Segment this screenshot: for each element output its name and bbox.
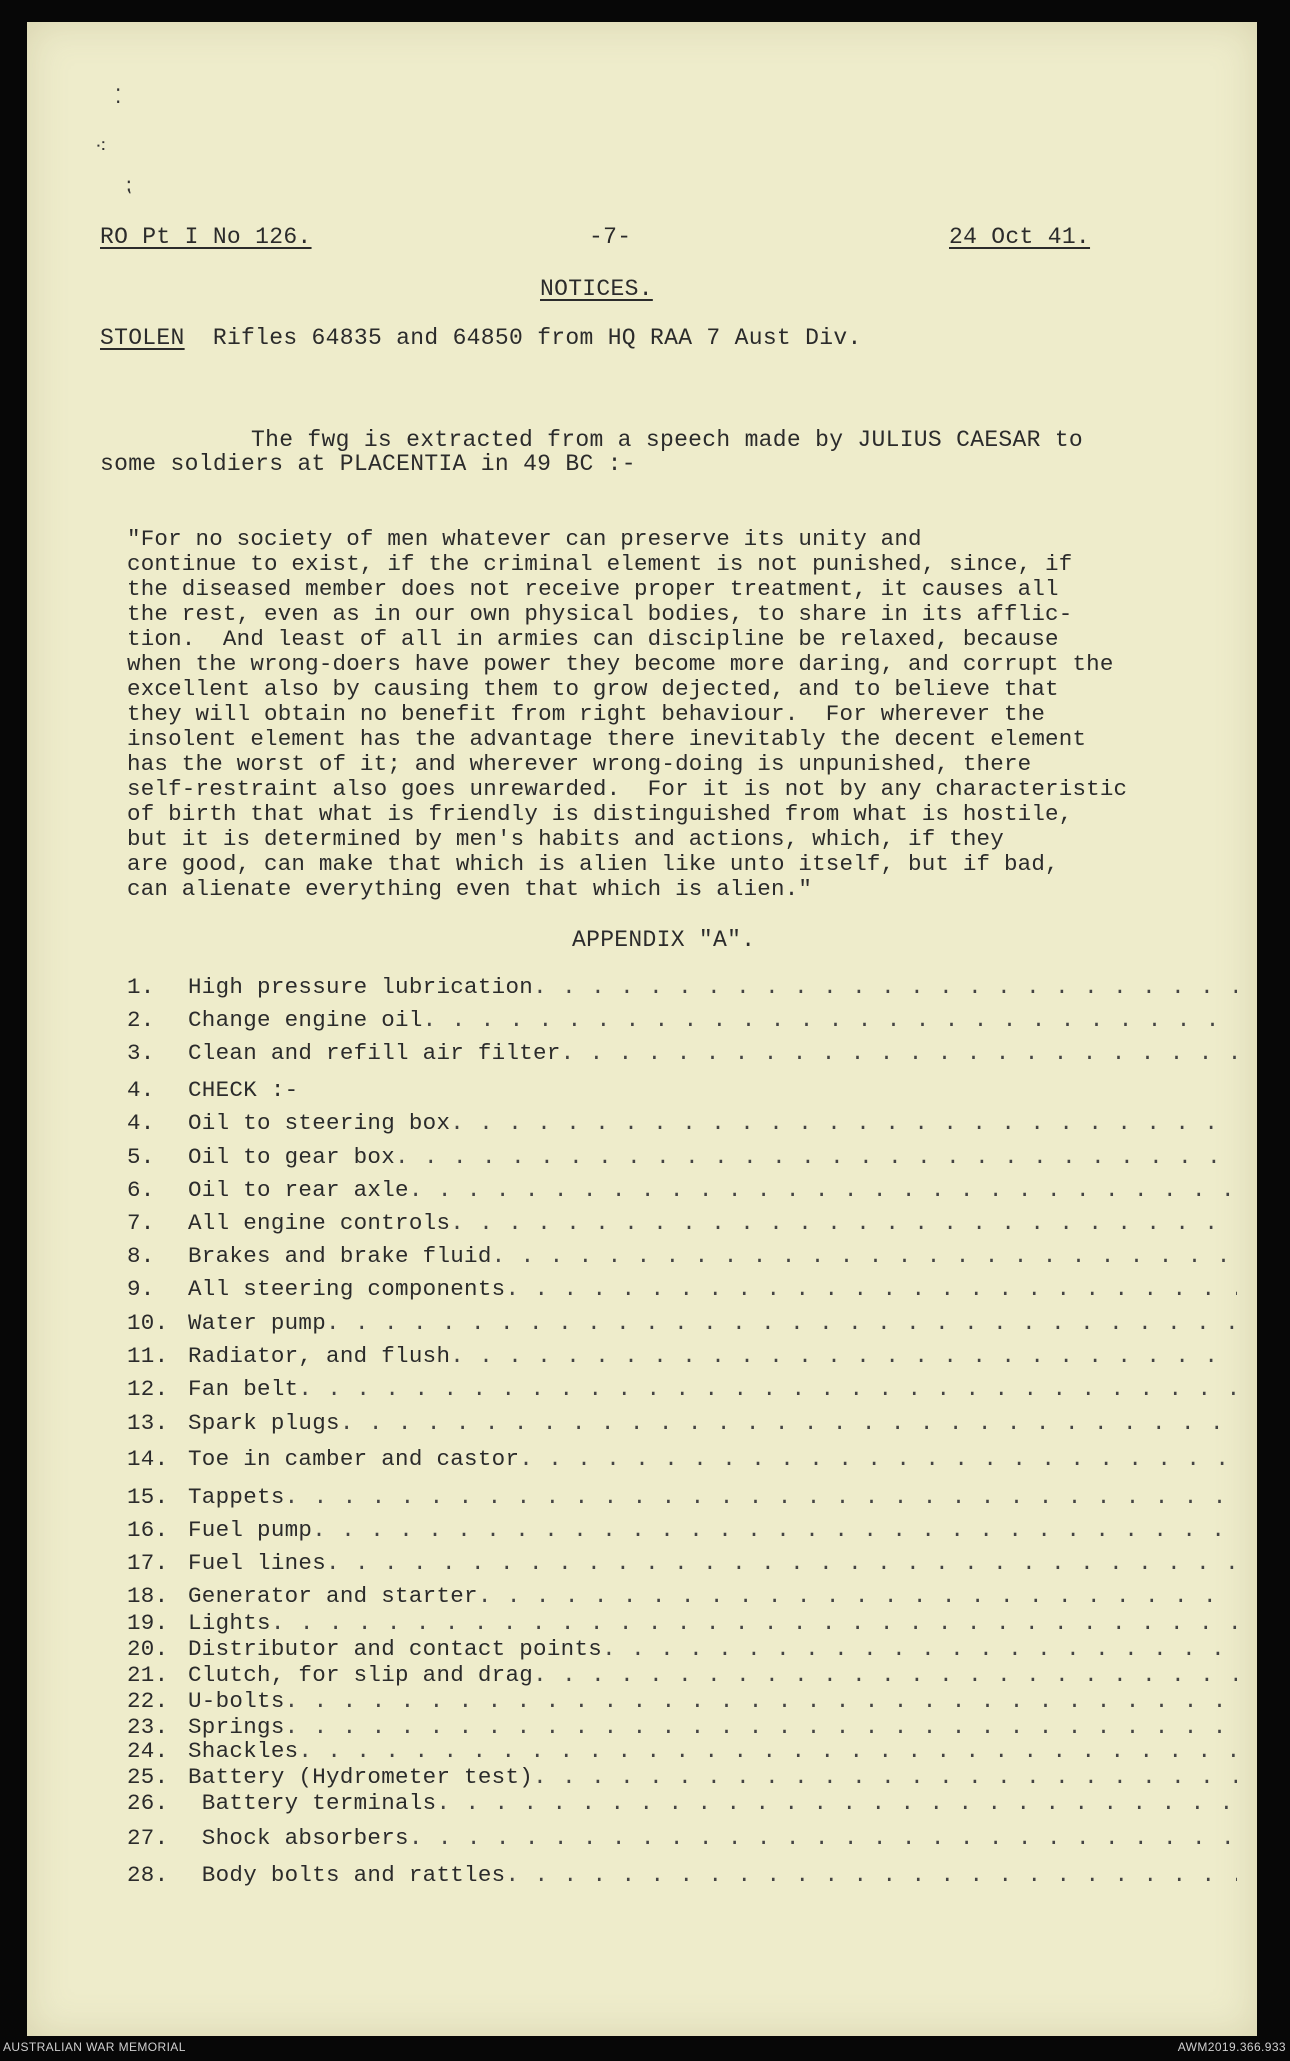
- dot-leader: [298, 1738, 1237, 1764]
- appendix-item: [127, 1040, 1237, 1068]
- dot-leader: [478, 1583, 1237, 1609]
- order-date: 24 Oct 41.: [949, 224, 1091, 250]
- dot-leader: [326, 1550, 1237, 1576]
- appendix-item-number: 27.: [127, 1825, 169, 1851]
- dot-leader: [409, 1177, 1237, 1203]
- appendix-item-label: Toe in camber and castor: [188, 1446, 520, 1472]
- appendix-item-label: Distributor and contact points: [188, 1636, 603, 1662]
- caesar-quote: "For no society of men whatever can preserve its unity and continue to exist, if the criminal element is not punished, since, if the diseased member does not receive proper treatment, it causes all the rest, even as in our own physical bodies, to share in its afflic- tion. And least of all in armies can discipline be relaxed, because when the wrong-doers have power they become more daring, and corrupt the excellent also by causing them to grow dejected, and to believe that they will obtain no benefit from right behaviour. For wherever the insolent element has the advantage there inevitably the decent element has the worst of it; and wherever wrong-doing is unpunished, there self-restraint also goes unrewarded. For it is not by any characteristic of birth that what is friendly is distinguished from what is hostile, but it is determined by men's habits and actions, which, if they are good, can make that which is alien like unto itself, but if bad, can alienate everything even that which is alien.": [127, 526, 1128, 902]
- document-page: [27, 22, 1257, 2036]
- dot-leader: [533, 1764, 1237, 1790]
- appendix-item-number: 8.: [127, 1243, 155, 1269]
- dot-leader: [312, 1517, 1237, 1543]
- dot-leader: [492, 1243, 1237, 1269]
- appendix-item-label: Oil to rear axle: [188, 1177, 409, 1203]
- stolen-label: STOLEN: [100, 325, 185, 351]
- appendix-item-label: Brakes and brake fluid: [188, 1243, 492, 1269]
- dot-leader: [285, 1714, 1237, 1740]
- quote-intro-line: The fwg is extracted from a speech made by JULIUS CAESAR to: [251, 427, 1084, 453]
- dot-leader: [450, 1110, 1237, 1136]
- appendix-item-number: 20.: [127, 1636, 169, 1662]
- dot-leader: [395, 1144, 1237, 1170]
- dot-leader: [505, 1862, 1237, 1888]
- appendix-item-label: Battery terminals: [188, 1790, 437, 1816]
- dot-leader: [519, 1446, 1237, 1472]
- appendix-item-label: All engine controls: [188, 1210, 451, 1236]
- appendix-item-number: 23.: [127, 1714, 169, 1740]
- appendix-item: [127, 1177, 1237, 1205]
- dot-leader: [533, 1662, 1237, 1688]
- appendix-item-number: 13.: [127, 1410, 169, 1436]
- stolen-text: Rifles 64835 and 64850 from HQ RAA 7 Aust Div.: [212, 325, 862, 351]
- appendix-item-label: Fuel pump: [188, 1517, 313, 1543]
- appendix-item: [127, 1688, 1237, 1716]
- appendix-item: [127, 1636, 1237, 1664]
- appendix-item: [127, 1764, 1237, 1792]
- pin-mark: ⁚: [115, 87, 122, 110]
- appendix-item-number: 18.: [127, 1583, 169, 1609]
- dot-leader: [409, 1825, 1237, 1851]
- dot-leader: [561, 1040, 1237, 1066]
- appendix-item: [127, 1376, 1237, 1404]
- notices-heading: NOTICES.: [540, 276, 653, 302]
- appendix-item: [127, 1790, 1237, 1818]
- appendix-item-number: 6.: [127, 1177, 155, 1203]
- stolen-notice: [100, 325, 862, 351]
- appendix-item-number: 4.: [127, 1110, 155, 1136]
- appendix-item-number: 26.: [127, 1790, 169, 1816]
- dot-leader: [340, 1410, 1237, 1436]
- appendix-item-label: Lights: [188, 1610, 271, 1636]
- page-number: -7-: [589, 224, 632, 250]
- dot-leader: [285, 1484, 1237, 1510]
- appendix-item-number: 24.: [127, 1738, 169, 1764]
- appendix-item-number: 4.: [127, 1077, 155, 1103]
- appendix-item-number: 19.: [127, 1610, 169, 1636]
- appendix-item-number: 12.: [127, 1376, 169, 1402]
- appendix-item-label: Fuel lines: [188, 1550, 327, 1576]
- appendix-item: [127, 1662, 1237, 1690]
- dot-leader: [423, 1007, 1237, 1033]
- appendix-item-label: Clean and refill air filter: [188, 1040, 561, 1066]
- appendix-item-label: Clutch, for slip and drag: [188, 1662, 534, 1688]
- appendix-item-label: Body bolts and rattles: [188, 1862, 506, 1888]
- pin-mark: ⁏: [125, 175, 132, 198]
- appendix-item-label: High pressure lubrication: [188, 974, 534, 1000]
- appendix-item-number: 14.: [127, 1446, 169, 1472]
- order-reference: RO Pt I No 126.: [100, 224, 312, 250]
- appendix-item-label: Shackles: [188, 1738, 299, 1764]
- appendix-item: [127, 1517, 1237, 1545]
- appendix-item-number: 22.: [127, 1688, 169, 1714]
- quote-intro-line: some soldiers at PLACENTIA in 49 BC :-: [100, 451, 636, 477]
- footer-accession-number: AWM2019.366.933: [1177, 2040, 1286, 2054]
- appendix-item-label: Shock absorbers: [188, 1825, 409, 1851]
- appendix-item-number: 7.: [127, 1210, 155, 1236]
- appendix-item-number: 16.: [127, 1517, 169, 1543]
- appendix-item: [127, 1583, 1237, 1611]
- appendix-item-label: Water pump: [188, 1310, 327, 1336]
- appendix-item-number: 21.: [127, 1662, 169, 1688]
- footer-institution: AUSTRALIAN WAR MEMORIAL: [3, 2040, 186, 2054]
- dot-leader: [285, 1688, 1237, 1714]
- pin-mark: ⁖: [95, 137, 107, 160]
- dot-leader: [505, 1276, 1237, 1302]
- appendix-item: [127, 1446, 1237, 1474]
- appendix-item-label: Radiator, and flush: [188, 1343, 451, 1369]
- appendix-item-number: 2.: [127, 1007, 155, 1033]
- appendix-item-label: Change engine oil: [188, 1007, 423, 1033]
- appendix-item-number: 15.: [127, 1484, 169, 1510]
- appendix-item: [127, 1738, 1237, 1766]
- appendix-item: [127, 1550, 1237, 1578]
- appendix-item-label: Springs: [188, 1714, 285, 1740]
- appendix-item: [127, 1310, 1237, 1338]
- appendix-item: [127, 1410, 1237, 1438]
- appendix-item-label: All steering components: [188, 1276, 506, 1302]
- dot-leader: [533, 974, 1237, 1000]
- appendix-item: [127, 1077, 1237, 1105]
- appendix-item-number: 3.: [127, 1040, 155, 1066]
- appendix-item: [127, 1007, 1237, 1035]
- appendix-item-number: 17.: [127, 1550, 169, 1576]
- appendix-item: [127, 1110, 1237, 1138]
- appendix-heading: APPENDIX "A".: [572, 927, 756, 953]
- appendix-item-number: 11.: [127, 1343, 169, 1369]
- appendix-item: [127, 1484, 1237, 1512]
- appendix-item: [127, 974, 1237, 1002]
- appendix-item-label: Generator and starter: [188, 1583, 478, 1609]
- appendix-item: [127, 1343, 1237, 1371]
- dot-leader: [326, 1310, 1237, 1336]
- dot-leader: [436, 1790, 1237, 1816]
- appendix-item-number: 25.: [127, 1764, 169, 1790]
- appendix-item-number: 9.: [127, 1276, 155, 1302]
- dot-leader: [298, 1376, 1237, 1402]
- appendix-item: [127, 1210, 1237, 1238]
- appendix-item: [127, 1144, 1237, 1172]
- appendix-item: [127, 1276, 1237, 1304]
- appendix-item-label: Fan belt: [188, 1376, 299, 1402]
- appendix-item-number: 1.: [127, 974, 155, 1000]
- dot-leader: [602, 1636, 1237, 1662]
- appendix-item-label: Spark plugs: [188, 1410, 340, 1436]
- appendix-item: [127, 1243, 1237, 1271]
- appendix-item-label: Tappets: [188, 1484, 285, 1510]
- appendix-item-label: Oil to steering box: [188, 1110, 451, 1136]
- appendix-item-number: 5.: [127, 1144, 155, 1170]
- appendix-item-number: 10.: [127, 1310, 169, 1336]
- appendix-item-number: 28.: [127, 1862, 169, 1888]
- dot-leader: [450, 1343, 1237, 1369]
- appendix-item-label: Oil to gear box: [188, 1144, 396, 1170]
- appendix-item: [127, 1862, 1237, 1890]
- appendix-item-label: CHECK :-: [188, 1077, 299, 1103]
- appendix-item: [127, 1610, 1237, 1638]
- appendix-item-label: Battery (Hydrometer test): [188, 1764, 534, 1790]
- dot-leader: [450, 1210, 1237, 1236]
- appendix-item-label: U-bolts: [188, 1688, 285, 1714]
- appendix-item: [127, 1825, 1237, 1853]
- dot-leader: [271, 1610, 1237, 1636]
